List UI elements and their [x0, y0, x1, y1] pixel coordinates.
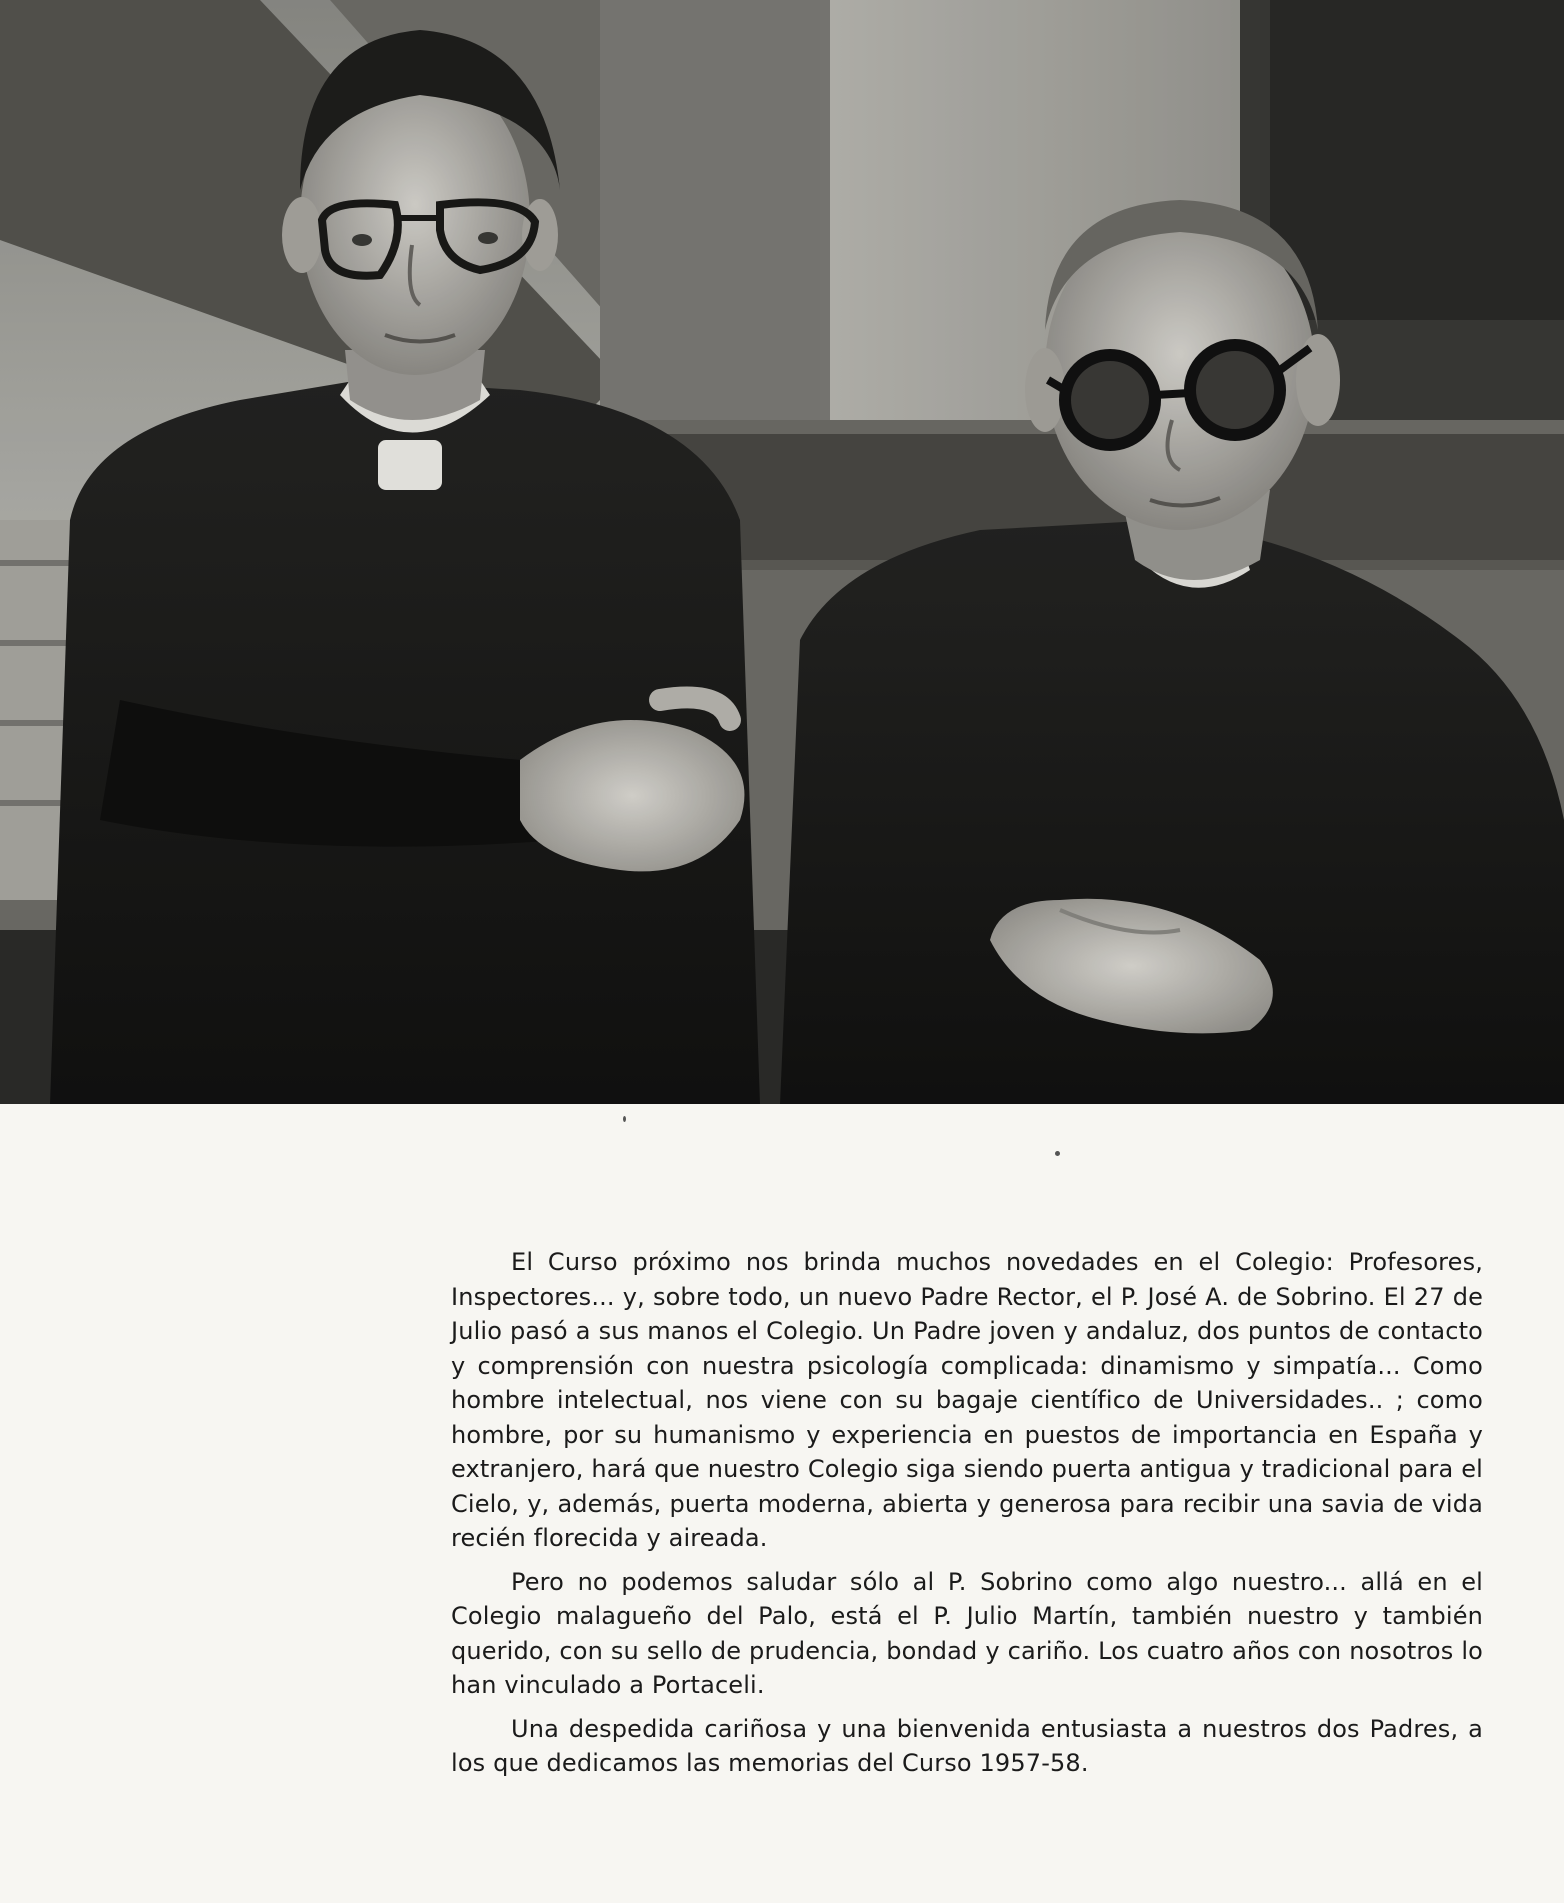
article-paragraph: El Curso próximo nos brinda muchos novedades en el Colegio: Profesores, Inspectores... y, sobre todo, un nuevo Padre Rector, el P. José A. de Sobrino. El 27 de Julio pasó a sus manos el Colegio. Un Padre joven y andaluz, dos puntos de contacto y comprensión con nuestra psicología complicada: dinamismo y simpatía... Como hombre intelectual, nos viene con su bagaje científico de Universidades.. ; como hombre, por su humanismo y experiencia en puestos de importancia en España y extranjero, hará que nuestro Colegio siga siendo puerta antigua y tradicional para el Cielo, y, además, puerta moderna, abierta y generosa para recibir una savia de vida recién florecida y aireada.: [451, 1248, 1483, 1552]
scan-speck: [623, 1116, 626, 1122]
scan-speck: [1055, 1151, 1060, 1156]
article-paragraph: Pero no podemos saludar sólo al P. Sobrino como algo nuestro... allá en el Colegio malagueño del Palo, está el P. Julio Martín, también nuestro y también querido, con su sello de prudencia, bondad y cariño. Los cuatro años con nosotros lo han vinculado a Portaceli.: [451, 1567, 1483, 1699]
article-text: [451, 1245, 1483, 1790]
article-paragraph: Una despedida cariñosa y una bienvenida entusiasta a nuestros dos Padres, a los que dedicamos las memorias del Curso 1957-58.: [451, 1714, 1483, 1777]
